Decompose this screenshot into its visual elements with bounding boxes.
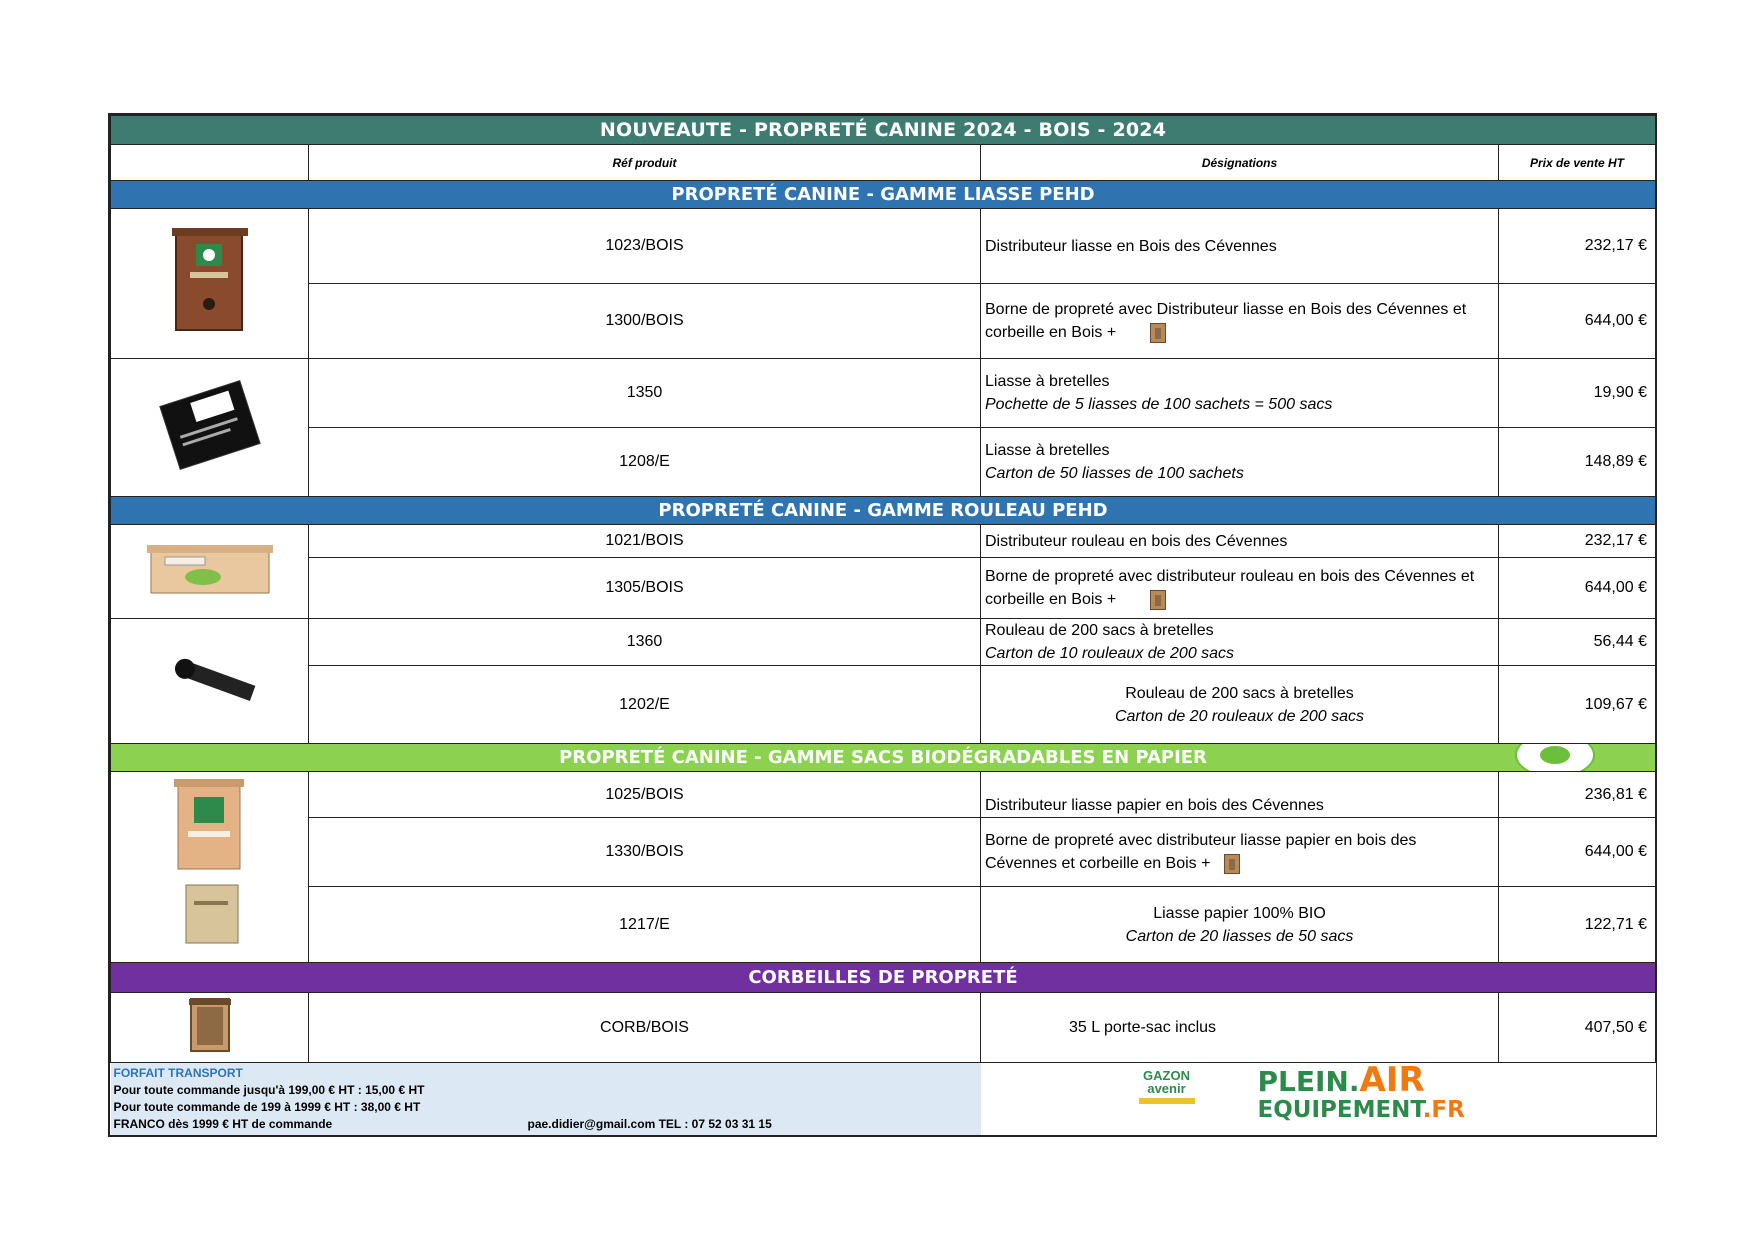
designation-line	[985, 321, 1494, 344]
product-image-cell	[111, 209, 309, 359]
col-designation-header: Désignations	[981, 145, 1499, 181]
col-price-header: Prix de vente HT	[1499, 145, 1656, 181]
ref-cell: 1305/BOIS	[309, 558, 981, 619]
table-row	[111, 525, 1656, 558]
shipping-line: Pour toute commande jusqu'à 199,00 € HT : 15,00 € HT	[113, 1083, 425, 1097]
wood-bin-icon	[187, 997, 233, 1053]
designation-cell	[981, 666, 1499, 744]
designation-cell	[981, 818, 1499, 887]
price-cell: 109,67 €	[1499, 666, 1656, 744]
roll-dispenser-icon	[145, 539, 275, 599]
title-row	[111, 116, 1656, 145]
designation-cell	[981, 887, 1499, 963]
designation-line-italic: Carton de 20 rouleaux de 200 sacs	[1114, 707, 1365, 725]
table-row	[111, 284, 1656, 359]
footer-shipping	[111, 1063, 981, 1136]
price-cell: 148,89 €	[1499, 428, 1656, 497]
table-row	[111, 209, 1656, 284]
col-ref-header: Réf produit	[309, 145, 981, 181]
wood-bin-icon	[1224, 854, 1240, 874]
wood-bin-icon	[1150, 590, 1166, 610]
section-header	[111, 744, 1656, 772]
ref-cell: 1300/BOIS	[309, 284, 981, 359]
footer-logos	[981, 1063, 1656, 1136]
designation-line: Rouleau de 200 sacs à bretelles	[1125, 684, 1354, 702]
gazon-avenir-logo: GAZON avenir	[1139, 1069, 1195, 1104]
table-row	[111, 619, 1656, 666]
designation-line-italic: Pochette de 5 liasses de 100 sachets = 500 sacs	[985, 396, 1333, 413]
designation-cell	[981, 428, 1499, 497]
designation-line: Liasse papier 100% BIO	[1153, 904, 1326, 922]
price-cell: 236,81 €	[1499, 772, 1656, 818]
section-header	[111, 181, 1656, 209]
designation-line-text: corbeille en Bois +	[985, 324, 1117, 341]
table-row	[111, 558, 1656, 619]
column-header-row	[111, 145, 1656, 181]
page-title: NOUVEAUTE - PROPRETÉ CANINE 2024 - BOIS - 2024	[111, 116, 1656, 145]
ref-cell: 1330/BOIS	[309, 818, 981, 887]
designation-line	[985, 852, 1494, 875]
product-image-cell	[111, 525, 309, 619]
wood-dispenser-icon	[170, 226, 250, 336]
wood-bin-icon	[1150, 323, 1166, 343]
ref-cell: 1217/E	[309, 887, 981, 963]
shipping-line: FRANCO dès 1999 € HT de commande	[113, 1117, 333, 1131]
ref-cell: 1360	[309, 619, 981, 666]
designation-line: Borne de propreté avec distributeur liasse papier en bois des	[985, 832, 1417, 849]
ref-cell: 1350	[309, 359, 981, 428]
section-title: CORBEILLES DE PROPRETÉ	[111, 963, 1656, 993]
table-row	[111, 772, 1656, 818]
designation-line: Rouleau de 200 sacs à bretelles	[985, 622, 1214, 639]
price-sheet	[108, 113, 1657, 1137]
table-row	[111, 666, 1656, 744]
table-row	[111, 887, 1656, 963]
price-cell: 644,00 €	[1499, 558, 1656, 619]
designation-cell: 35 L porte-sac inclus	[981, 993, 1499, 1063]
ref-cell: CORB/BOIS	[309, 993, 981, 1063]
designation-line: Borne de propreté avec distributeur rouleau en bois des Cévennes et	[985, 568, 1475, 585]
ref-cell: 1021/BOIS	[309, 525, 981, 558]
designation-line: Borne de propreté avec Distributeur liasse en Bois des Cévennes et	[985, 301, 1467, 318]
designation-cell: Distributeur rouleau en bois des Cévennes	[981, 525, 1499, 558]
table-row	[111, 818, 1656, 887]
product-image-cell	[111, 619, 309, 744]
ref-cell: 1202/E	[309, 666, 981, 744]
section-header	[111, 497, 1656, 525]
eco-badge-icon	[1515, 744, 1595, 772]
designation-cell	[981, 619, 1499, 666]
designation-cell	[981, 284, 1499, 359]
section-title: PROPRETÉ CANINE - GAMME SACS BIODÉGRADABLES EN PAPIER	[559, 747, 1207, 768]
price-cell: 19,90 €	[1499, 359, 1656, 428]
product-image-cell	[111, 993, 309, 1063]
ref-cell: 1208/E	[309, 428, 981, 497]
designation-line: Liasse à bretelles	[985, 442, 1110, 459]
designation-line-italic: Carton de 20 liasses de 50 sacs	[1125, 927, 1354, 945]
ref-cell: 1023/BOIS	[309, 209, 981, 284]
designation-line: Liasse à bretelles	[985, 373, 1110, 390]
table-row	[111, 993, 1656, 1063]
table-row	[111, 428, 1656, 497]
designation-line-italic: Carton de 10 rouleaux de 200 sacs	[985, 645, 1235, 662]
section-header	[111, 963, 1656, 993]
plein-air-logo: PLEIN.AIR EQUIPEMENT.FR	[1257, 1062, 1465, 1123]
designation-cell: Distributeur liasse papier en bois des Cévennes	[981, 772, 1499, 818]
section-title: PROPRETÉ CANINE - GAMME ROULEAU PEHD	[111, 497, 1656, 525]
price-cell: 232,17 €	[1499, 525, 1656, 558]
col-image-header	[111, 145, 309, 181]
bag-roll-icon	[155, 644, 265, 714]
designation-line-text: Cévennes et corbeille en Bois +	[985, 855, 1211, 872]
product-image-cell	[111, 772, 309, 963]
shipping-line: Pour toute commande de 199 à 1999 € HT : 38,00 € HT	[113, 1100, 421, 1114]
price-cell: 644,00 €	[1499, 818, 1656, 887]
bag-pack-icon	[150, 370, 270, 480]
section-title: PROPRETÉ CANINE - GAMME LIASSE PEHD	[111, 181, 1656, 209]
designation-cell	[981, 359, 1499, 428]
designation-cell: Distributeur liasse en Bois des Cévennes	[981, 209, 1499, 284]
shipping-title: FORFAIT TRANSPORT	[113, 1066, 243, 1080]
footer-row	[111, 1063, 1656, 1136]
designation-cell	[981, 558, 1499, 619]
product-image-cell	[111, 359, 309, 497]
contact-info: pae.didier@gmail.com TEL : 07 52 03 31 15	[527, 1117, 772, 1131]
table-row	[111, 359, 1656, 428]
price-cell: 122,71 €	[1499, 887, 1656, 963]
price-cell: 644,00 €	[1499, 284, 1656, 359]
price-cell: 407,50 €	[1499, 993, 1656, 1063]
ref-cell: 1025/BOIS	[309, 772, 981, 818]
paper-dispenser-icon	[170, 777, 250, 952]
designation-line-italic: Carton de 50 liasses de 100 sachets	[985, 465, 1244, 482]
section-title-cell	[111, 744, 1656, 772]
price-cell: 232,17 €	[1499, 209, 1656, 284]
designation-line-text: corbeille en Bois +	[985, 591, 1117, 608]
price-table	[110, 115, 1656, 1135]
price-cell: 56,44 €	[1499, 619, 1656, 666]
designation-line	[985, 588, 1494, 611]
